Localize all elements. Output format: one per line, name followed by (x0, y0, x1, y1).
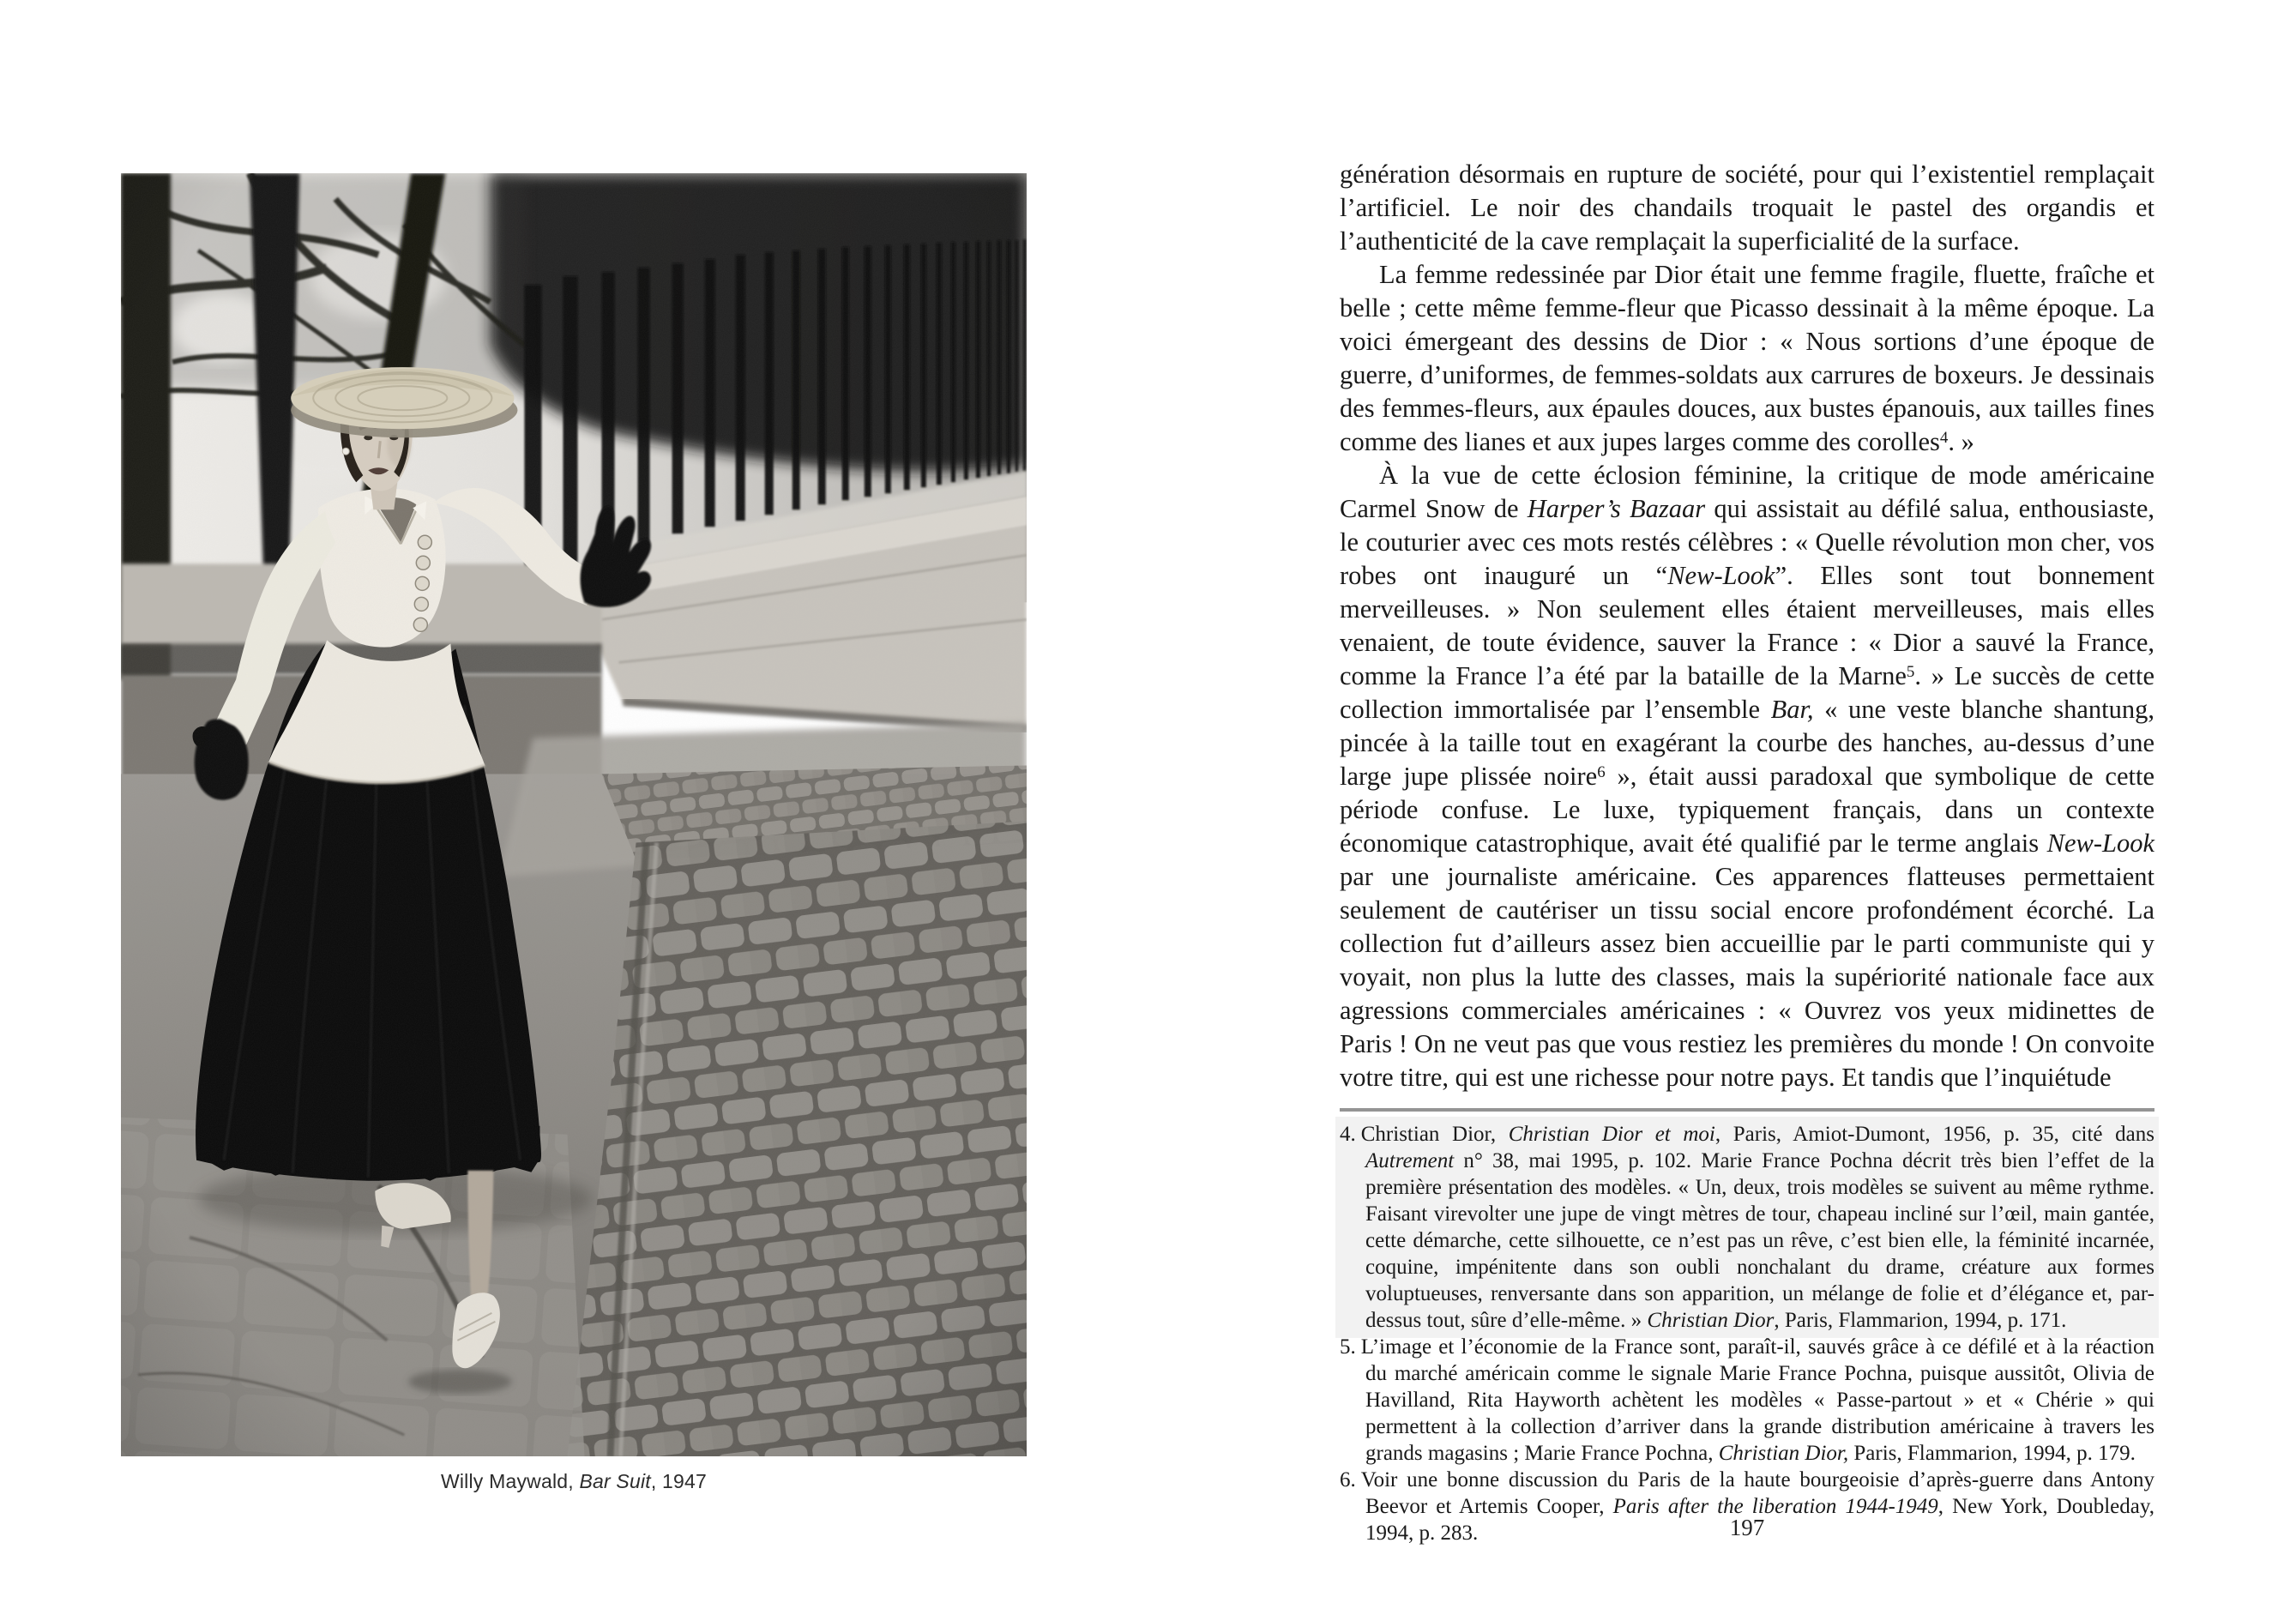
paragraph: La femme redessinée par Dior était une femme fragile, fluette, fraîche et belle ; cette même femme-fleur que Picasso dessinait à la même époque. La voici émergeant des dessins de Dior : « Nous sortions d’une époque de guerre, d’uniformes, de femmes-soldats aux carrures de boxeurs. Je dessinais des femmes-fleurs, aux épaules douces, aux bustes épanouis, aux tailles fines comme des lianes et aux jupes larges comme des corolles$^4$. » (1340, 260, 2154, 456)
text-column (1340, 158, 2154, 1094)
paragraph: À la vue de cette éclosion féminine, la critique de mode américaine Carmel Snow de Harper’s Bazaar qui assistait au défilé salua, enthousiaste, le couturier avec ces mots restés célèbres : « Quelle révolution mon cher, vos robes ont inauguré un “New-Look”. Elles sont tout bonnement merveilleuses. » Non seulement elles étaient merveilleuses, mais elles venaient, de toute évidence, sauver la France : « Dior a sauvé la France, comme la France l’a été par la bataille de la Marne$^5$. » Le succès de cette collection immortalisée par l’ensemble Bar, « une veste blanche shantung, pincée à la taille tout en exagérant la courbe des hanches, au-dessus d’une large jupe plissée noire$^6$ », était aussi paradoxal que symbolique de cette période confuse. Le luxe, typiquement français, dans un contexte économique catastrophique, avait été qualifié par le terme anglais New-Look par une journaliste américaine. Ces apparences flatteuses permettaient seulement de cautériser un tissu social encore profondément écorché. La collection fut d’ailleurs assez bien accueillie par le parti communiste qui y voyait, non plus la lutte des classes, mais la supériorité nationale face aux agressions commerciales américaines : « Ouvrez vos yeux midinettes de Paris ! On ne veut pas que vous restiez les premières du monde ! On convoite votre titre, qui est une richesse pour notre pays. Et tandis que l’inquiétude (1340, 461, 2154, 1092)
photo-grain (121, 173, 1027, 1456)
footnote-text: Christian Dior, Christian Dior et moi, Paris, Amiot-Dumont, 1956, p. 35, cité dans Autrement n° 38, mai 1995, p. 102. Marie France Pochna décrit très bien l’effet de la première présentation des modèles. « Un, deux, trois modèles se suivent au même rythme. Faisant virevolter une jupe de vingt mètres de tour, chapeau incliné sur l’œil, main gantée, cette démarche, cette silhouette, ce n’est pas un rêve, c’est bien elle, la féminité incarnée, coquine, impénitente dans son oubli nonchalant du drame, créature aux formes voluptueuses, renversante dans son apparition, un mélange de folie et d’élégance et, par-dessus tout, sûre d’elle-même. » Christian Dior, Paris, Flammarion, 1994, p. 171. (1360, 1123, 2154, 1332)
footnote (1340, 1121, 2154, 1334)
footnote-rule (1340, 1108, 2154, 1112)
footnote-text: L’image et l’économie de la France sont, paraît-il, sauvés grâce à ce défilé et à la réaction du marché américain comme le signale Marie France Pochna, puisque aussitôt, Olivia de Havilland, Rita Hayworth achètent les modèles « Passe-partout » et « Chérie » qui permettent à la collection d’arriver dans la grande distribution américaine à travers les grands magasins ; Marie France Pochna, Christian Dior, Paris, Flammarion, 1994, p. 179. (1360, 1335, 2154, 1465)
footnote-number: 5. (1340, 1335, 1356, 1359)
footnote (1340, 1334, 2154, 1467)
photo-caption: Willy Maywald, Bar Suit, 1947 (440, 1470, 708, 1492)
paragraph: génération désormais en rupture de société, pour qui l’existentiel remplaçait l’artificiel. Le noir des chandails troquait le pastel des organdis et l’authenticité de la cave remplaçait la superficialité de la surface. (1340, 160, 2154, 256)
footnote-text: Voir une bonne discussion du Paris de la haute bourgeoisie d’après-guerre dans Antony Beevor et Artemis Cooper, Paris after the liberation 1944-1949, New York, Doubleday, 1994, p. 283. (1360, 1468, 2154, 1545)
footnote-number: 6. (1340, 1468, 1356, 1491)
footnote-number: 4. (1340, 1123, 1356, 1146)
footnotes-block (1340, 1121, 2154, 1546)
page-number: 197 (1729, 1515, 1765, 1540)
bar-suit-photo-illustration (121, 173, 1027, 1456)
bar-suit-photo (121, 173, 1027, 1456)
